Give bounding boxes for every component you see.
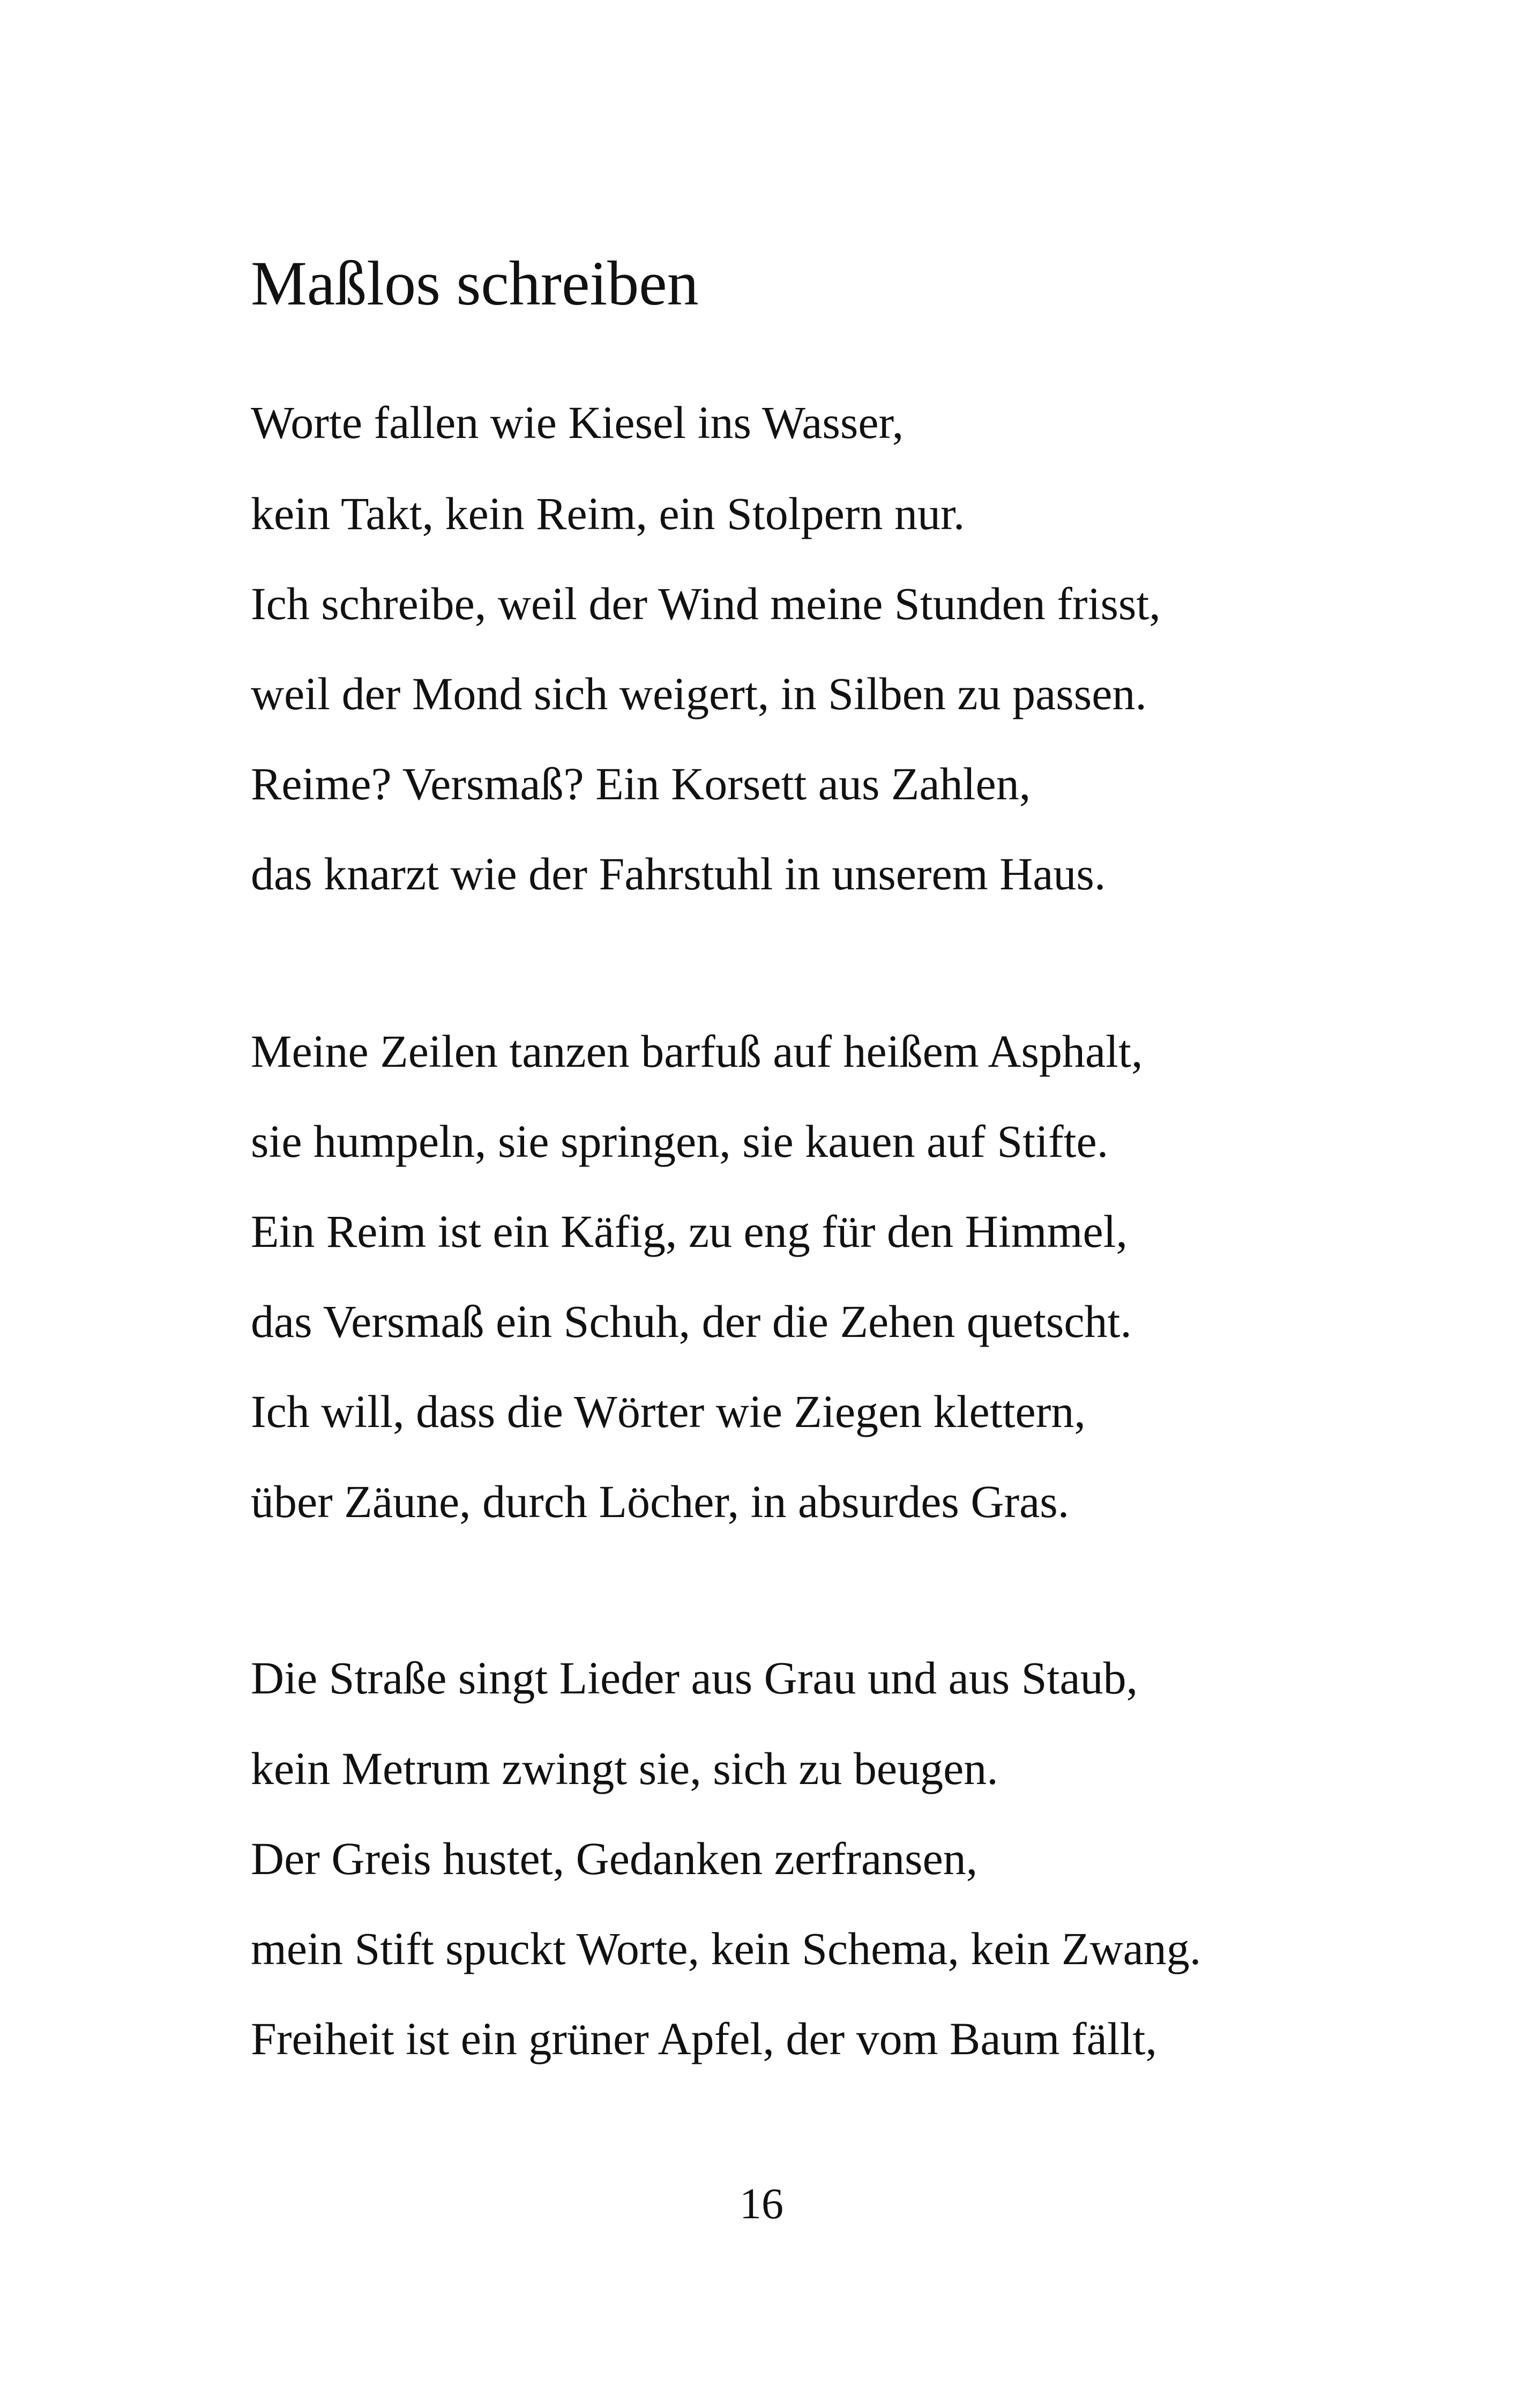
poem-line: mein Stift spuckt Worte, kein Schema, kein Zwang. bbox=[251, 1923, 1201, 1974]
poem-title: Maßlos schreiben bbox=[251, 248, 699, 318]
poem-line: Meine Zeilen tanzen barfuß auf heißem Asphalt, bbox=[251, 1025, 1143, 1077]
poem-line: Freiheit ist ein grüner Apfel, der vom Baum fällt, bbox=[251, 2013, 1157, 2064]
poem-line: Worte fallen wie Kiesel ins Wasser, bbox=[251, 397, 904, 448]
poem-line: Reime? Versmaß? Ein Korsett aus Zahlen, bbox=[251, 758, 1031, 809]
poem-line: weil der Mond sich weigert, in Silben zu passen. bbox=[251, 668, 1147, 719]
poem-line: Ich schreibe, weil der Wind meine Stunden frisst, bbox=[251, 578, 1161, 629]
poem-line: Ich will, dass die Wörter wie Ziegen klettern, bbox=[251, 1386, 1086, 1437]
poem-line: Der Greis hustet, Gedanken zerfransen, bbox=[251, 1833, 978, 1884]
poem-line: Ein Reim ist ein Käfig, zu eng für den Himmel, bbox=[251, 1206, 1128, 1257]
poem-line: das knarzt wie der Fahrstuhl in unserem Haus. bbox=[251, 848, 1106, 900]
poem-line: das Versmaß ein Schuh, der die Zehen quetscht. bbox=[251, 1296, 1132, 1347]
poem-line: kein Metrum zwingt sie, sich zu beugen. bbox=[251, 1743, 998, 1794]
poem-line: Die Straße singt Lieder aus Grau und aus Staub, bbox=[251, 1652, 1138, 1704]
page-number: 16 bbox=[740, 2179, 783, 2228]
poem-line: sie humpeln, sie springen, sie kauen auf Stifte. bbox=[251, 1116, 1109, 1167]
poem-line: über Zäune, durch Löcher, in absurdes Gras. bbox=[251, 1476, 1070, 1527]
poem-line: kein Takt, kein Reim, ein Stolpern nur. bbox=[251, 488, 965, 539]
